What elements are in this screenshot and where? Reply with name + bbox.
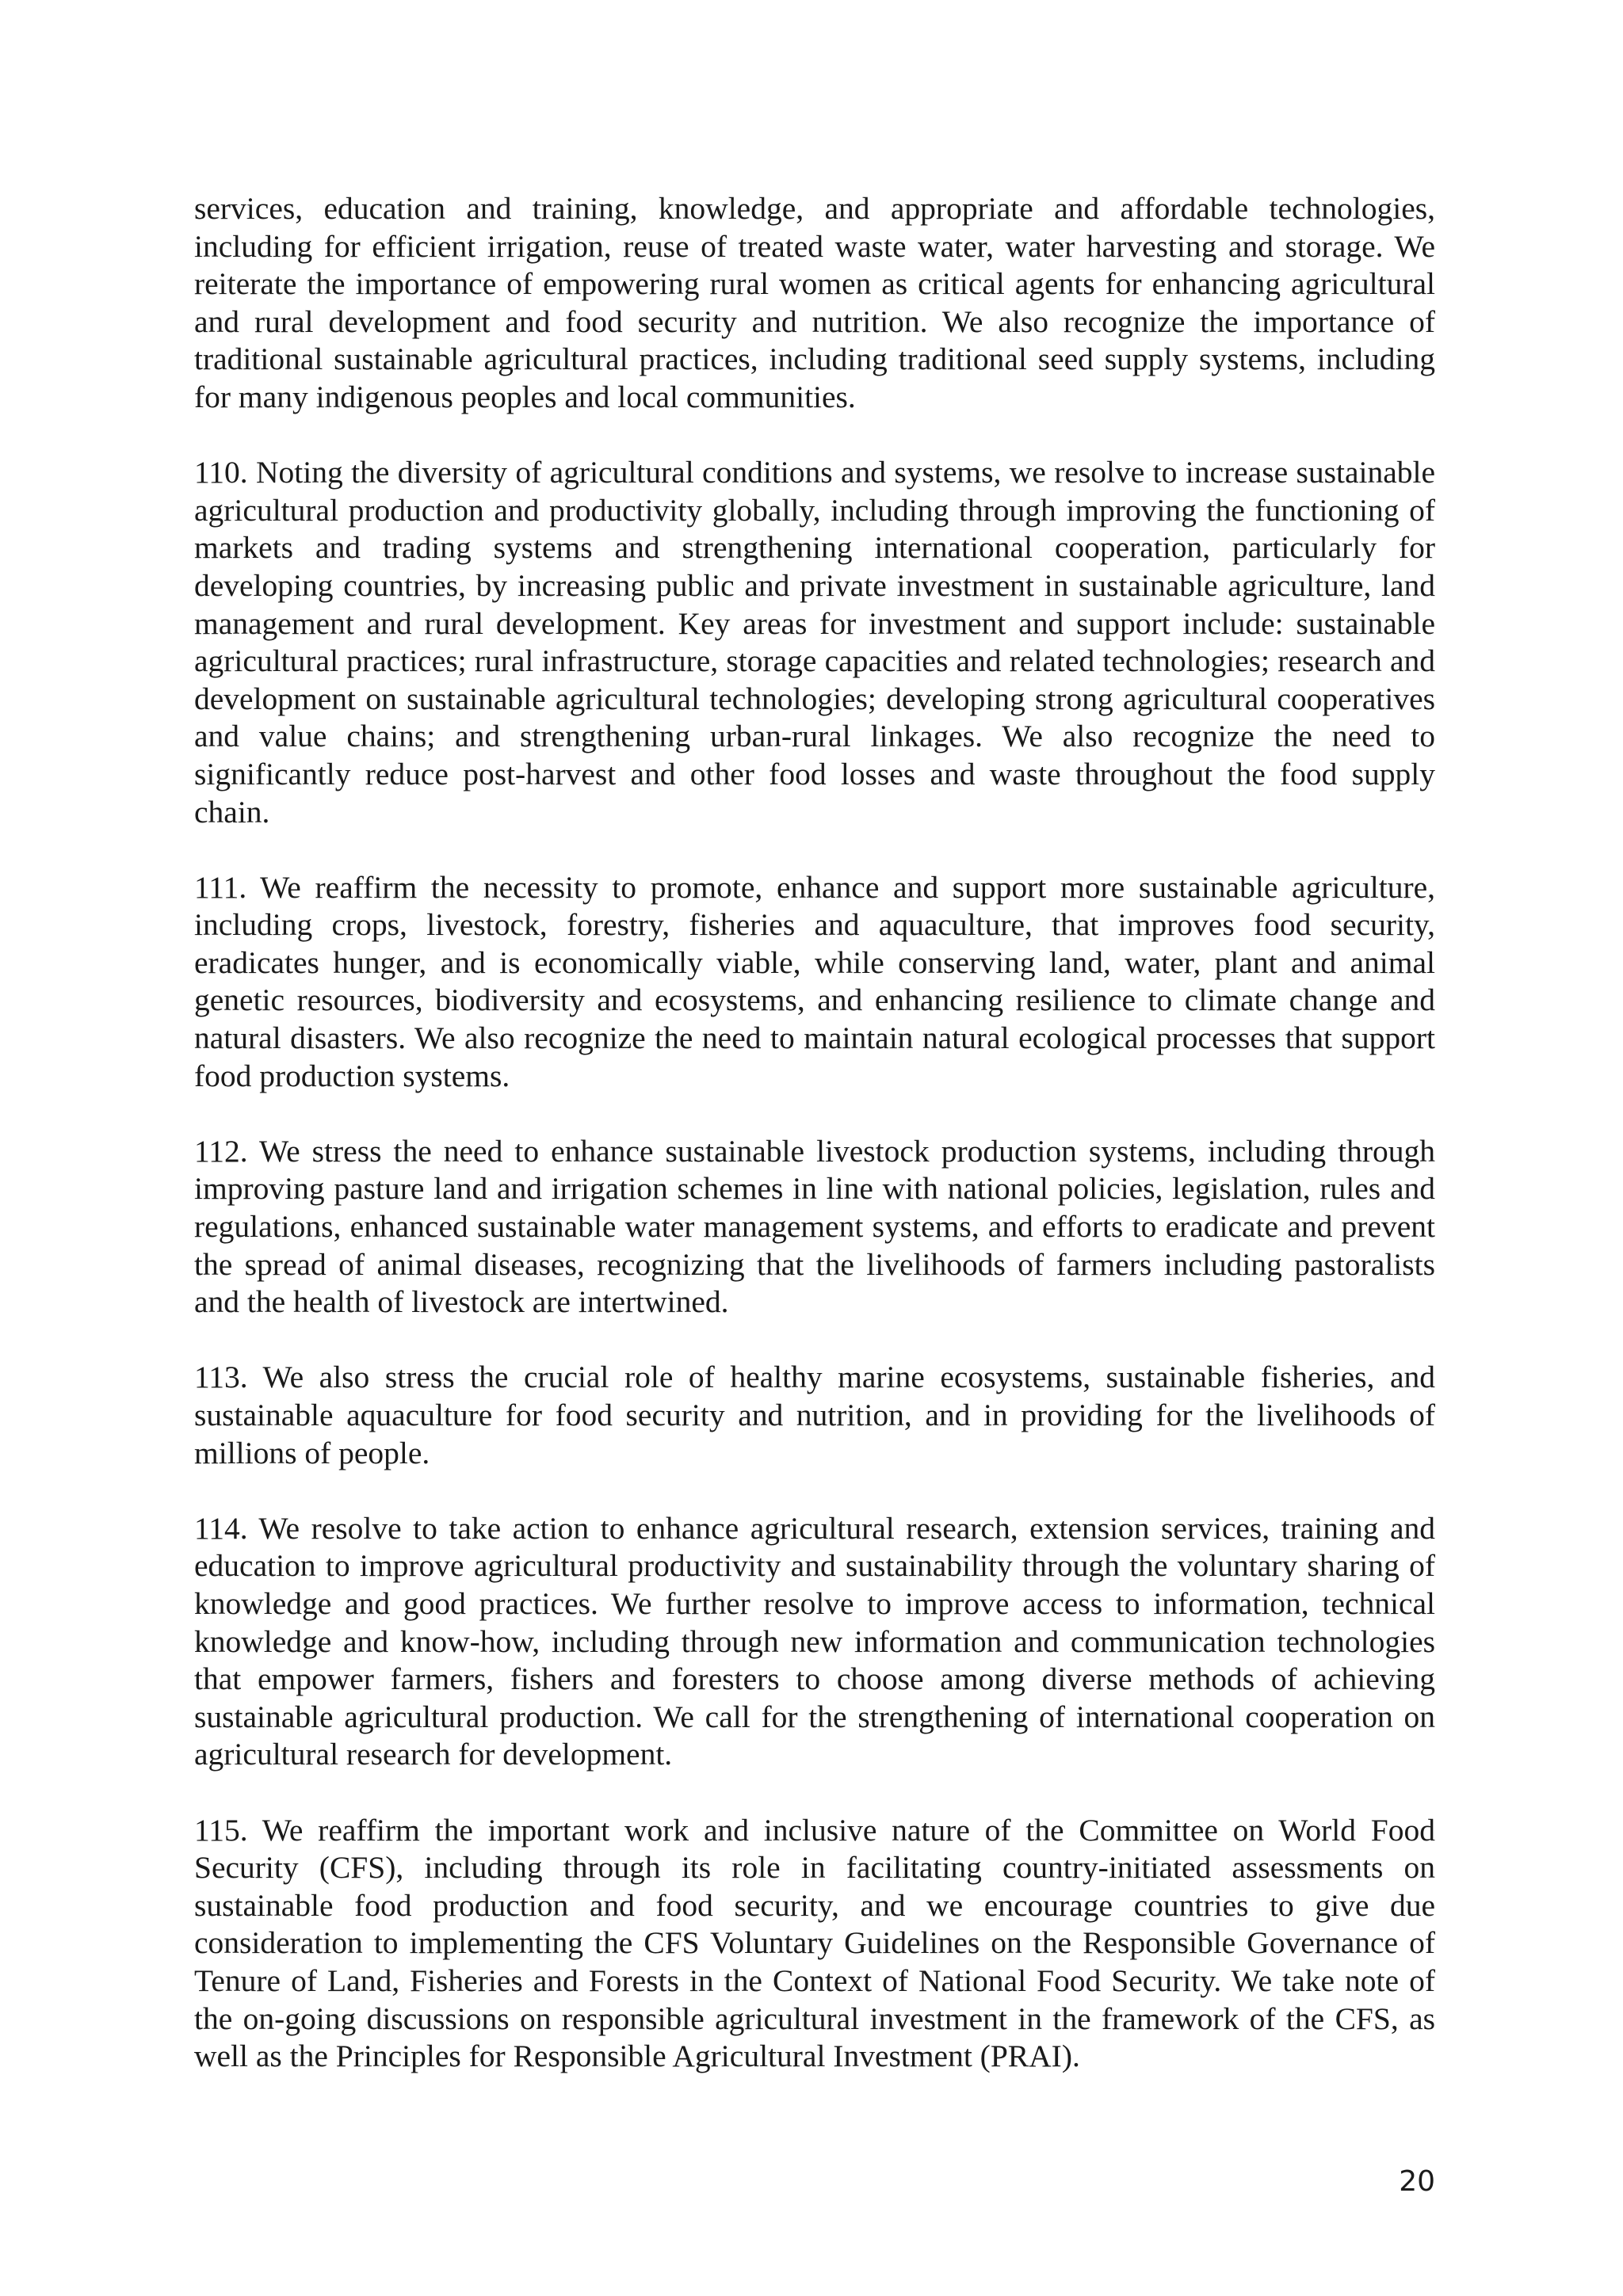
paragraph-111: 111. We reaffirm the necessity to promote, enhance and support more sustainable agriculture, including crops, livestock, forestry, fisheries and aquaculture, that improves food security, eradicates hunger, and is economically viable, while conserving land, water, plant and animal genetic resources, biodiversity and ecosystems, and enhancing resilience to climate change and natural disasters. We also recognize the need to maintain natural ecological processes that support food production systems. (194, 869, 1435, 1093)
paragraph-113: 113. We also stress the crucial role of healthy marine ecosystems, sustainable fisheries, and sustainable aquaculture for food security and nutrition, and in providing for the livelihoods of millions of people. (194, 1360, 1435, 1470)
document-body (194, 190, 1435, 2113)
page-number: 20 (1399, 2165, 1435, 2198)
paragraph-110: 110. Noting the diversity of agricultural conditions and systems, we resolve to increase sustainable agricultural production and productivity globally, including through improving the functioning of markets and trading systems and strengthening international cooperation, particularly for developing countries, by increasing public and private investment in sustainable agriculture, land management and rural development. Key areas for investment and support include: sustainable agricultural practices; rural infrastructure, storage capacities and related technologies; research and development on sustainable agricultural technologies; developing strong agricultural cooperatives and value chains; and strengthening urban-rural linkages. We also recognize the need to significantly reduce post-harvest and other food losses and waste throughout the food supply chain. (194, 455, 1435, 830)
paragraph-115: 115. We reaffirm the important work and inclusive nature of the Committee on World Food Security (CFS), including through its role in facilitating country-initiated assessments on sustainable food production and food security, and we encourage countries to give due consideration to implementing the CFS Voluntary Guidelines on the Responsible Governance of Tenure of Land, Fisheries and Forests in the Context of National Food Security. We take note of the on-going discussions on responsible agricultural investment in the framework of the CFS, as well as the Principles for Responsible Agricultural Investment (PRAI). (194, 1812, 1435, 2074)
paragraph-112: 112. We stress the need to enhance sustainable livestock production systems, including through improving pasture land and irrigation schemes in line with national policies, legislation, rules and regulations, enhanced sustainable water management systems, and efforts to eradicate and prevent the spread of animal diseases, recognizing that the livelihoods of farmers including pastoralists and the health of livestock are intertwined. (194, 1133, 1435, 1320)
paragraph-114: 114. We resolve to take action to enhance agricultural research, extension services, training and education to improve agricultural productivity and sustainability through the voluntary sharing of knowledge and good practices. We further resolve to improve access to information, technical knowledge and know-how, including through new information and communication technologies that empower farmers, fishers and foresters to choose among diverse methods of achieving sustainable agricultural production. We call for the strengthening of international cooperation on agricultural research for development. (194, 1510, 1435, 1772)
paragraph-continuation: services, education and training, knowledge, and appropriate and affordable technologies, including for efficient irrigation, reuse of treated waste water, water harvesting and storage. We reiterate the importance of empowering rural women as critical agents for enhancing agricultural and rural development and food security and nutrition. We also recognize the importance of traditional sustainable agricultural practices, including traditional seed supply systems, including for many indigenous peoples and local communities. (194, 191, 1435, 414)
